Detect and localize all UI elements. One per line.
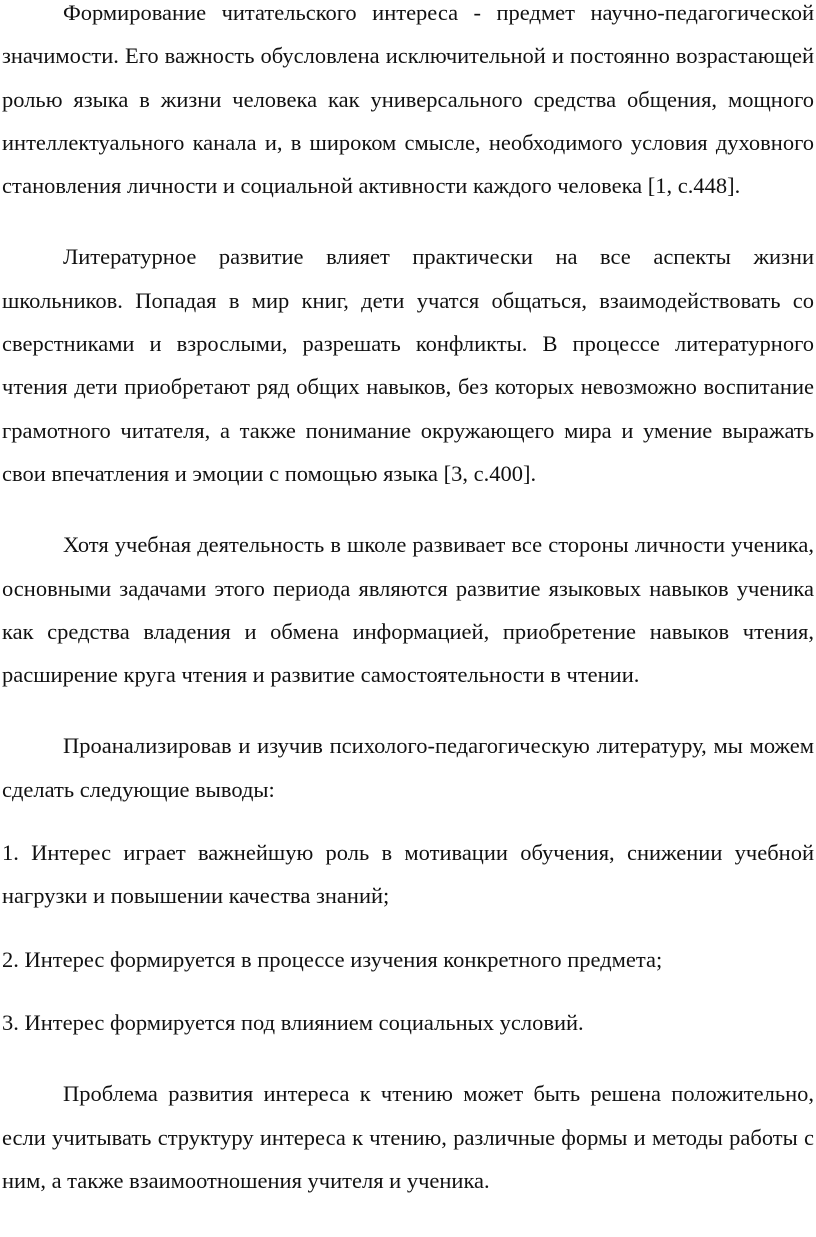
conclusion-item-1: 1. Интерес играет важнейшую роль в мотивации обучения, снижении учебной нагрузки и повышении качества знаний;: [2, 840, 814, 909]
paragraph-gap: [2, 207, 814, 235]
paragraph-gap: [2, 981, 814, 1001]
paragraph-gap: [2, 495, 814, 523]
conclusion-item-3: 3. Интерес формируется под влиянием социальных условий.: [2, 1009, 584, 1035]
paragraph-learning-activity: Хотя учебная деятельность в школе развивает все стороны личности ученика, основными задачами этого периода являются развитие языковых навыков ученика как средства владения и обмена информацией, приобретение навыков чтения, расширение круга чтения и развитие самостоятельности в чтении.: [2, 532, 814, 688]
paragraph-gap: [2, 811, 814, 831]
paragraph-gap: [2, 918, 814, 938]
paragraph-gap: [2, 696, 814, 724]
paragraph-reading-interest: Формирование читательского интереса - предмет научно-педагогической значимости. Его важность обусловлена исключительной и постоянно возрастающей ролью языка в жизни человека как универсального средства общения, мощного интеллектуального канала и, в широком смысле, необходимого условия духовного становления личности и социальной активности каждого человека [1, с.448].: [2, 0, 814, 199]
paragraph-gap: [2, 1044, 814, 1072]
conclusion-item-2: 2. Интерес формируется в процессе изучения конкретного предмета;: [2, 946, 663, 972]
paragraph-literary-development: Литературное развитие влияет практически на все аспекты жизни школьников. Попадая в мир книг, дети учатся общаться, взаимодействовать со сверстниками и взрослыми, разрешать конфликты. В процессе литературного чтения дети приобретают ряд общих навыков, без которых невозможно воспитание грамотного читателя, а также понимание окружающего мира и умение выражать свои впечатления и эмоции с помощью языка [3, с.400].: [2, 244, 814, 486]
paragraph-analysis-intro: Проанализировав и изучив психолого-педагогическую литературу, мы можем сделать следующие выводы:: [2, 733, 814, 802]
paragraph-final: Проблема развития интереса к чтению может быть решена положительно, если учитывать структуру интереса к чтению, различные формы и методы работы с ним, а также взаимоотношения учителя и ученика.: [2, 1081, 814, 1193]
